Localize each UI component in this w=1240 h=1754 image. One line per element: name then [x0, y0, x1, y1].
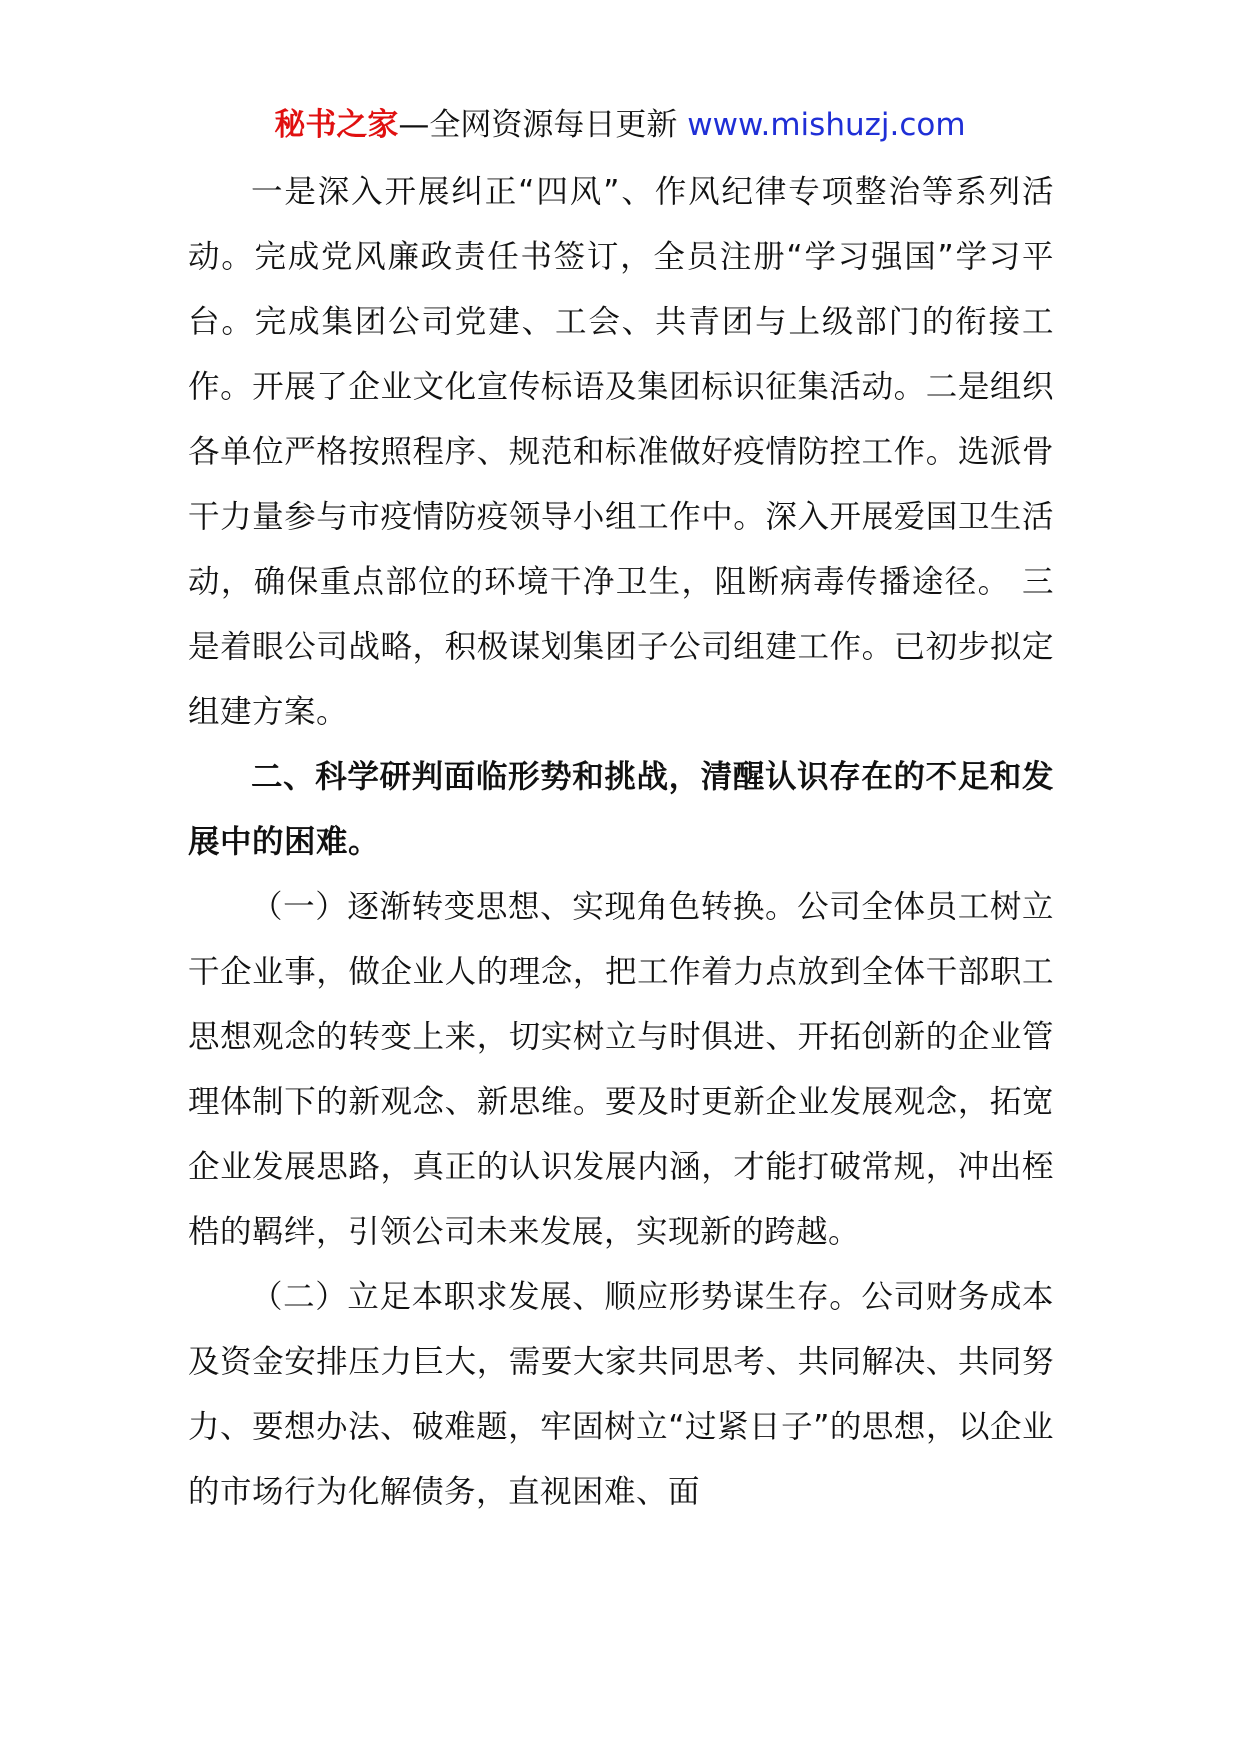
document-body: [188, 160, 1054, 1525]
paragraph-work-items: 一是深入开展纠正“四风”、作风纪律专项整治等系列活动。完成党风廉政责任书签订，全员注册“学习强国”学习平台。完成集团公司党建、工会、共青团与上级部门的衔接工作。开展了企业文化宣传标语及集团标识征集活动。二是组织各单位严格按照程序、规范和标准做好疫情防控工作。选派骨干力量参与市疫情防疫领导小组工作中。深入开展爱国卫生活动，确保重点部位的环境干净卫生，阻断病毒传播途径。 三是着眼公司战略，积极谋划集团子公司组建工作。已初步拟定组建方案。: [188, 174, 1054, 730]
paragraph-mindset-change: （一）逐渐转变思想、实现角色转换。公司全体员工树立干企业事，做企业人的理念，把工作着力点放到全体干部职工思想观念的转变上来，切实树立与时俱进、开拓创新的企业管理体制下的新观念、新思维。要及时更新企业发展观念，拓宽企业发展思路，真正的认识发展内涵，才能打破常规，冲出桎梏的羁绊，引领公司未来发展，实现新的跨越。: [188, 889, 1054, 1250]
section-heading-two: 二、科学研判面临形势和挑战，清醒认识存在的不足和发展中的困难。: [188, 759, 1054, 860]
paragraph-survival: （二）立足本职求发展、顺应形势谋生存。公司财务成本及资金安排压力巨大，需要大家共同思考、共同解决、共同努力、要想办法、破难题，牢固树立“过紧日子”的思想，以企业的市场行为化解债务，直视困难、面: [188, 1279, 1054, 1510]
website-link[interactable]: www.mishuzj.com: [687, 107, 966, 143]
header-tagline: —全网资源每日更新: [398, 107, 688, 143]
brand-name: 秘书之家: [274, 107, 399, 143]
page-header: [0, 100, 1240, 150]
